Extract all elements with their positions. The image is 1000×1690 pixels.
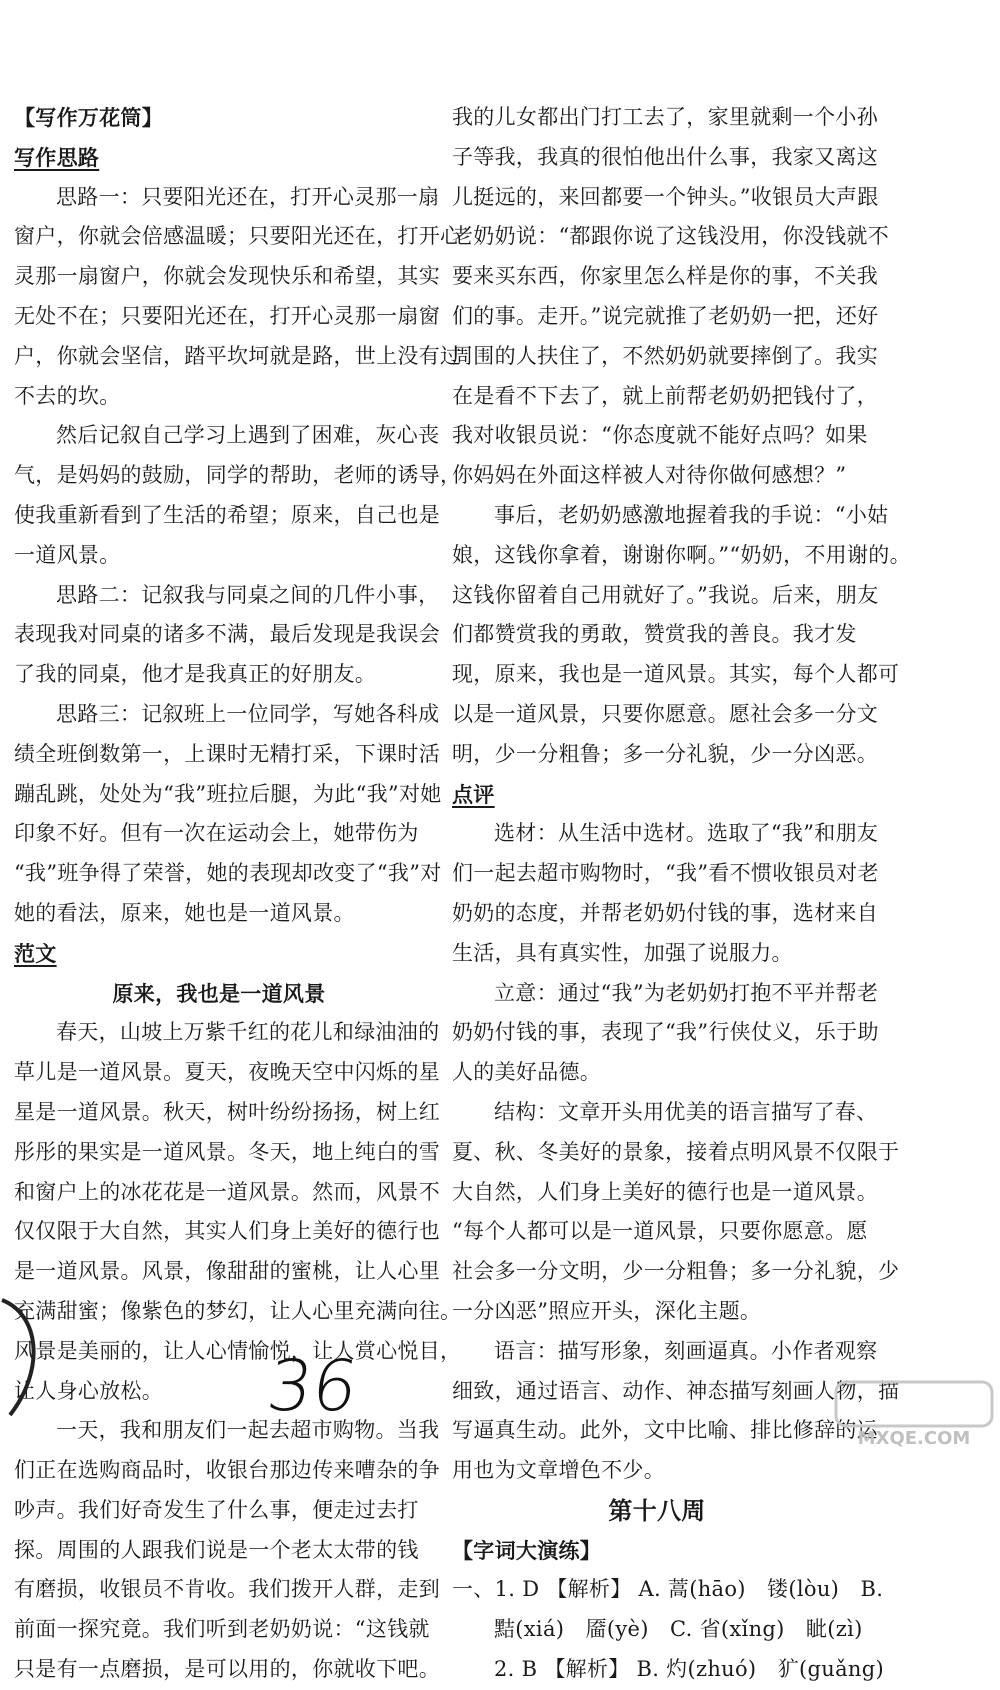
- text-line: 前面一探究竟。我们听到老奶奶说：“这钱就: [14, 1617, 430, 1642]
- essay-title: 原来，我也是一道风景: [112, 980, 326, 1006]
- week-title: 第十八周: [608, 1495, 706, 1525]
- text-line: 一道风景。: [14, 542, 121, 567]
- text-line: 语言：描写形象，刻画逼真。小作者观察: [494, 1338, 878, 1363]
- exercise-title: 【字词大演练】: [452, 1537, 602, 1563]
- right-column: [452, 98, 911, 1690]
- text-line: 只是有一点磨损，是可以用的，你就收下吧。: [14, 1657, 440, 1682]
- text-line: 以是一道风景，只要你愿意。愿社会多一分文: [452, 701, 878, 726]
- essay-text: [14, 1013, 462, 1690]
- text-line: 春天，山坡上万紫千红的花儿和绿油油的: [56, 1020, 440, 1045]
- text-line: 灵那一扇窗户，你就会发现快乐和希望，其实: [14, 264, 440, 289]
- text-line: 奶奶付钱的事，表现了“我”行侠仗义，乐于助: [452, 1020, 879, 1045]
- text-line: 我对收银员说：“你态度就不能好点吗？如果: [452, 423, 868, 448]
- text-line: 大自然，人们身上美好的德行也是一道风景。: [452, 1179, 878, 1204]
- page-number: 36: [262, 1345, 363, 1427]
- text-line: 思路一：只要阳光还在，打开心灵那一扇: [56, 184, 440, 209]
- text-line: 窗户，你就会倍感温暖；只要阳光还在，打开心: [14, 224, 462, 249]
- text-line: 人的美好品德。: [452, 1060, 602, 1085]
- text-line: 无处不在；只要阳光还在，打开心灵那一扇窗: [14, 303, 440, 328]
- text-line: 我的儿女都出门打工去了，家里就剩一个小孙: [452, 105, 878, 129]
- text-line: 草儿是一道风景。夏天，夜晚天空中闪烁的星: [14, 1060, 440, 1085]
- text-line: 然后记叙自己学习上遇到了困难，灰心丧: [56, 423, 440, 448]
- text-line: 让人身心放松。: [14, 1378, 164, 1403]
- text-line: 要来买东西，你家里怎么样是你的事，不关我: [452, 264, 878, 289]
- text-line: 使我重新看到了生活的希望；原来，自己也是: [14, 502, 440, 527]
- text-line: 立意：通过“我”为老奶奶打抱不平并帮老: [494, 980, 879, 1005]
- text-line: 娘，这钱你拿着，谢谢你啊。”“奶奶，不用谢的。: [452, 542, 911, 567]
- text-line: 现，原来，我也是一道风景。其实，每个人都可: [452, 662, 900, 687]
- text-line: 明，少一分粗鲁；多一分礼貌，少一分凶恶。: [452, 741, 878, 766]
- text-line: 儿挺远的，来回都要一个钟头。”收银员大声跟: [452, 184, 879, 209]
- binding-curve-mark: [0, 1290, 60, 1430]
- text-line: 一天，我和朋友们一起去超市购物。当我: [56, 1418, 440, 1443]
- answer-line: 黠(xiá) 靥(yè) C. 省(xǐng) 眦(zì): [494, 1617, 863, 1642]
- text-line: 是一道风景。风景，像甜甜的蜜桃，让人心里: [14, 1259, 440, 1284]
- text-line: 细致，通过语言、动作、神态描写刻画人物，描: [452, 1378, 900, 1403]
- answer-line: 一、1. D 【解析】 A. 蒿(hāo) 镂(lòu) B.: [452, 1577, 884, 1602]
- essay-continued: [452, 98, 911, 775]
- text-line: 们一起去超市购物时，“我”看不惯收银员对老: [452, 861, 879, 886]
- text-line: 夏、秋、冬美好的景象，接着点明风景不仅限于: [452, 1139, 900, 1164]
- approach-title: 写作思路: [14, 144, 100, 170]
- text-line: 和窗户上的冰花花是一道风景。然而，风景不: [14, 1179, 440, 1204]
- text-line: 生活，具有真实性，加强了说服力。: [452, 940, 793, 965]
- text-line: 星是一道风景。秋天，树叶纷纷扬扬，树上红: [14, 1099, 440, 1124]
- text-line: 周围的人扶住了，不然奶奶就要摔倒了。我实: [452, 343, 878, 368]
- text-line: 印象不好。但有一次在运动会上，她带伤为: [14, 821, 419, 846]
- text-line: 思路二：记叙我与同桌之间的几件小事，: [56, 582, 440, 607]
- text-line: 老奶奶说：“都跟你说了这钱没用，你没钱就不: [452, 224, 890, 249]
- answer-text: [452, 1570, 884, 1689]
- text-line: 写逼真生动。此外，文中比喻、排比修辞的运: [452, 1418, 878, 1443]
- text-line: 绩全班倒数第一，上课时无精打采，下课时活: [14, 741, 440, 766]
- text-line: “我”班争得了荣誉，她的表现却改变了“我”对: [14, 861, 442, 886]
- text-line: 们都赞赏我的勇敢，赞赏我的善良。我才发: [452, 622, 857, 647]
- text-line: 选材：从生活中选材。选取了“我”和朋友: [494, 821, 879, 846]
- sample-title: 范文: [14, 940, 57, 966]
- text-line: 奶奶的态度，并帮老奶奶付钱的事，选材来自: [452, 900, 878, 925]
- text-line: 有磨损，收银员不肯收。我们拨开人群，走到: [14, 1577, 440, 1602]
- text-line: 思路三：记叙班上一位同学，写她各科成: [56, 701, 440, 726]
- text-line: 一分凶恶”照应开头，深化主题。: [452, 1298, 762, 1323]
- text-line: 们的事。走开。”说完就推了老奶奶一把，还好: [452, 303, 879, 328]
- text-line: 在是看不下去了，就上前帮老奶奶把钱付了，: [452, 383, 878, 408]
- text-line: 子等我，我真的很怕他出什么事，我家又离这: [452, 144, 878, 169]
- watermark-logo: [830, 1378, 998, 1450]
- text-line: 这钱你留着自己用就好了。”我说。后来，朋友: [452, 582, 879, 607]
- text-line: 风景是美丽的，让人心情愉悦，让人赏心悦目，: [14, 1338, 462, 1363]
- text-line: 社会多一分文明，少一分粗鲁；多一分礼貌，少: [452, 1259, 900, 1284]
- text-line: 用也为文章增色不少。: [452, 1458, 665, 1483]
- left-column: [14, 98, 462, 1690]
- comment-text: [452, 814, 900, 1491]
- text-line: “每个人都可以是一道风景，只要你愿意。愿: [452, 1219, 868, 1244]
- text-line: 探。周围的人跟我们说是一个老太太带的钱: [14, 1537, 419, 1562]
- approach-text: [14, 178, 462, 934]
- text-line: 事后，老奶奶感激地握着我的手说：“小姑: [494, 502, 889, 527]
- text-line: 了我的同桌，他才是我真正的好朋友。: [14, 662, 377, 687]
- text-line: 彤彤的果实是一道风景。冬天，地上纯白的雪: [14, 1139, 440, 1164]
- text-line: 你妈妈在外面这样被人对待你做何感想？”: [452, 463, 847, 488]
- answer-line: 2. B 【解析】 B. 灼(zhuó) 犷(guǎng): [494, 1657, 884, 1682]
- text-line: 仅仅限于大自然，其实人们身上美好的德行也: [14, 1219, 440, 1244]
- text-line: 们正在选购商品时，收银台那边传来嘈杂的争: [14, 1458, 440, 1483]
- text-line: 户，你就会坚信，踏平坎坷就是路，世上没有过: [14, 343, 462, 368]
- text-line: 结构：文章开头用优美的语言描写了春、: [494, 1099, 878, 1124]
- text-line: 充满甜蜜；像紫色的梦幻，让人心里充满向往。: [14, 1298, 462, 1323]
- section-title: 【写作万花筒】: [14, 105, 164, 130]
- text-line: 蹦乱跳，处处为“我”班拉后腿，为此“我”对她: [14, 781, 442, 806]
- text-line: 吵声。我们好奇发生了什么事，便走过去打: [14, 1497, 419, 1522]
- text-line: 表现我对同桌的诸多不满，最后发现是我误会: [14, 622, 440, 647]
- text-line: 不去的坎。: [14, 383, 121, 408]
- text-line: 她的看法，原来，她也是一道风景。: [14, 900, 355, 925]
- watermark-text: MXQE.COM: [857, 1428, 971, 1449]
- text-line: 气，是妈妈的鼓励，同学的帮助，老师的诱导，: [14, 463, 462, 488]
- comment-title: 点评: [452, 781, 495, 807]
